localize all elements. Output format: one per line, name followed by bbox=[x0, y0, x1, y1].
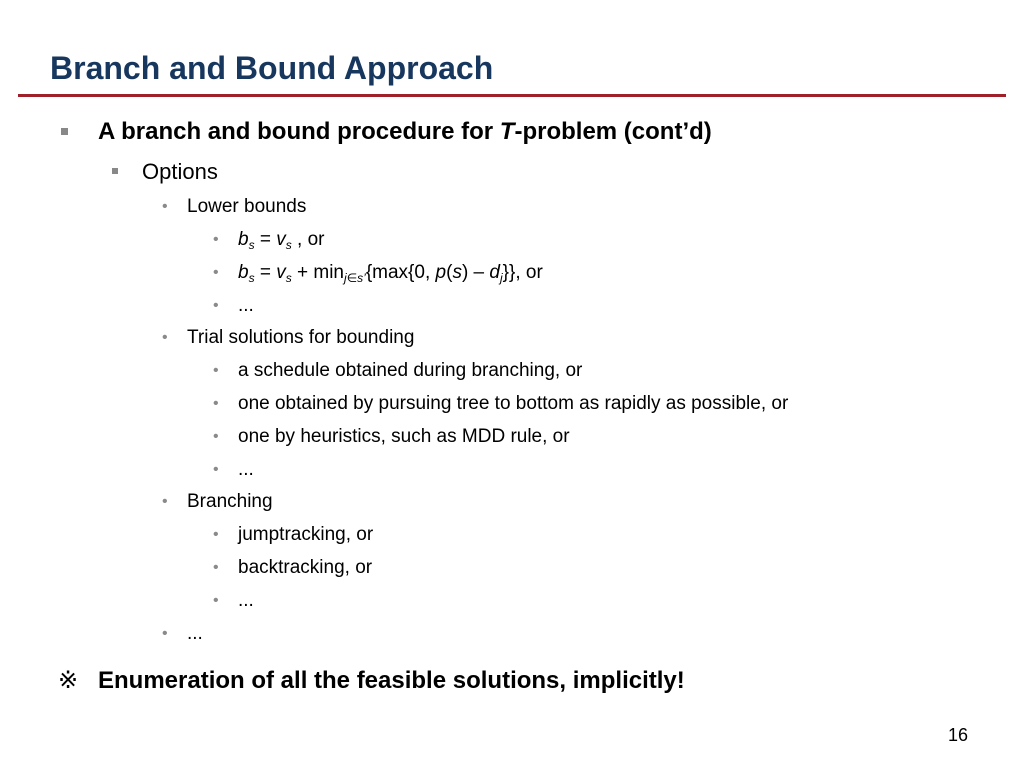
formula-paren: ( bbox=[446, 262, 453, 283]
final-statement: Enumeration of all the feasible solutions, implicitly! bbox=[98, 667, 685, 694]
slide-title: Branch and Bound Approach bbox=[50, 50, 494, 86]
round-bullet-icon: • bbox=[213, 559, 219, 576]
formula-var-p: p bbox=[435, 262, 447, 283]
branching-item: backtracking, or bbox=[238, 557, 373, 578]
formula-tail: , or bbox=[291, 229, 325, 250]
formula-sub-in: ∈ bbox=[346, 271, 358, 285]
trial-solution-item: one obtained by pursuing tree to bottom as rapidly as possible, or bbox=[238, 393, 789, 414]
round-bullet-icon: • bbox=[162, 625, 168, 642]
lower-bound-formula-2 bbox=[238, 261, 543, 285]
reference-mark-icon: ※ bbox=[58, 667, 79, 694]
square-bullet-icon bbox=[61, 128, 68, 135]
trial-solutions-label: Trial solutions for bounding bbox=[187, 327, 415, 348]
round-bullet-icon: • bbox=[213, 231, 219, 248]
formula-var-b: b bbox=[238, 262, 249, 283]
round-bullet-icon: • bbox=[213, 526, 219, 543]
formula-var-b: b bbox=[238, 229, 249, 250]
branching-item: jumptracking, or bbox=[238, 524, 374, 545]
formula-sub-s: s bbox=[285, 238, 292, 252]
formula-var-d: d bbox=[489, 262, 500, 283]
options-ellipsis: ... bbox=[187, 623, 203, 644]
trial-solution-item: a schedule obtained during branching, or bbox=[238, 360, 583, 381]
round-bullet-icon: • bbox=[213, 297, 219, 314]
formula-var-v: v bbox=[276, 229, 286, 250]
formula-sub-s-prime: s’ bbox=[357, 271, 366, 285]
main-heading-suffix: -problem (cont’d) bbox=[514, 118, 712, 145]
round-bullet-icon: • bbox=[162, 198, 168, 215]
formula-sub-j: j bbox=[499, 271, 503, 285]
formula-sub-j: j bbox=[344, 271, 347, 285]
options-label: Options bbox=[142, 159, 218, 184]
round-bullet-icon: • bbox=[213, 461, 219, 478]
formula-minus: ) – bbox=[461, 262, 490, 283]
main-heading-prefix: A branch and bound procedure for bbox=[98, 118, 500, 145]
formula-tail: }}, or bbox=[502, 262, 543, 283]
formula-sub-s: s bbox=[285, 271, 292, 285]
lower-bounds-label: Lower bounds bbox=[187, 196, 307, 217]
main-heading-italic: T bbox=[499, 118, 515, 145]
formula-var-s: s bbox=[452, 262, 462, 283]
branching-item: ... bbox=[238, 590, 254, 611]
round-bullet-icon: • bbox=[213, 428, 219, 445]
formula-sub-s: s bbox=[248, 238, 255, 252]
formula-min: + min bbox=[291, 262, 345, 283]
trial-solution-item: ... bbox=[238, 459, 254, 480]
round-bullet-icon: • bbox=[213, 592, 219, 609]
title-divider bbox=[18, 94, 1006, 97]
round-bullet-icon: • bbox=[162, 329, 168, 346]
formula-var-v: v bbox=[276, 262, 286, 283]
lower-bound-formula-1 bbox=[238, 228, 324, 252]
formula-eq: = bbox=[254, 229, 277, 250]
lower-bounds-ellipsis: ... bbox=[238, 295, 254, 316]
formula-sub-s: s bbox=[248, 271, 255, 285]
round-bullet-icon: • bbox=[213, 395, 219, 412]
page-number: 16 bbox=[947, 725, 968, 745]
trial-solution-item: one by heuristics, such as MDD rule, or bbox=[238, 426, 570, 447]
branching-label: Branching bbox=[187, 491, 273, 512]
main-heading bbox=[98, 117, 712, 147]
round-bullet-icon: • bbox=[162, 493, 168, 510]
formula-eq: = bbox=[254, 262, 277, 283]
round-bullet-icon: • bbox=[213, 362, 219, 379]
square-bullet-icon bbox=[112, 168, 118, 174]
formula-max: {max{0, bbox=[365, 262, 436, 283]
round-bullet-icon: • bbox=[213, 264, 219, 281]
